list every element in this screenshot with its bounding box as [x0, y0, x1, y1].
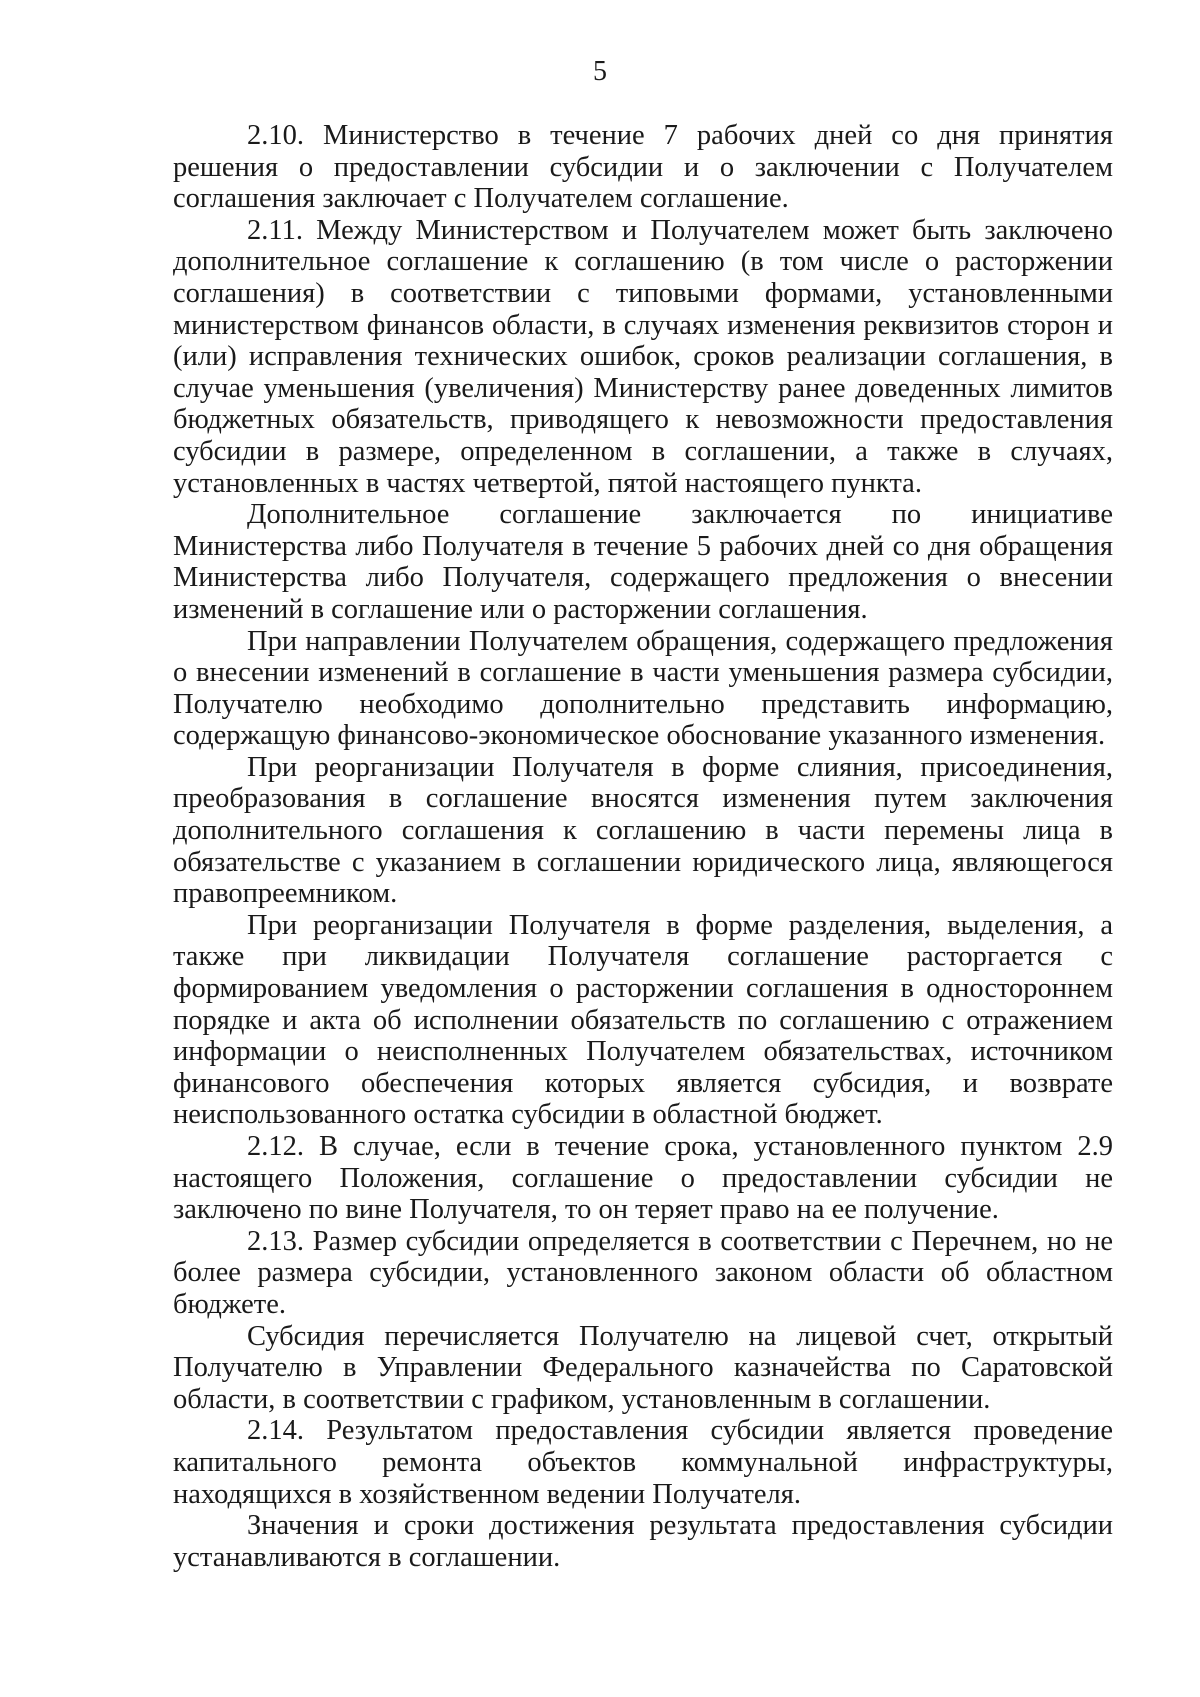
page-number: 5	[593, 56, 607, 87]
paragraph-additional-agreement: Дополнительное соглашение заключается по инициативе Министерства либо Получателя в течение 5 рабочих дней со дня обращения Министерства либо Получателя, содержащего предложения о внесении изменений в соглашение или о расторжении соглашения.	[173, 499, 1113, 625]
paragraph-2-13: 2.13. Размер субсидии определяется в соответствии с Перечнем, но не более размера субсидии, установленного законом области об областном бюджете.	[173, 1225, 1113, 1320]
document-body	[173, 120, 1113, 1573]
paragraph-2-10: 2.10. Министерство в течение 7 рабочих дней со дня принятия решения о предоставлении субсидии и о заключении с Получателем соглашения заключает с Получателем соглашение.	[173, 120, 1113, 215]
paragraph-change-request: При направлении Получателем обращения, содержащего предложения о внесении изменений в соглашение в части уменьшения размера субсидии, Получателю необходимо дополнительно представить информацию, содержащую финансово-экономическое обоснование указанного изменения.	[173, 625, 1113, 752]
paragraph-subsidy-transfer: Субсидия перечисляется Получателю на лицевой счет, открытый Получателю в Управлении Федерального казначейства по Саратовской области, в соответствии с графиком, установленным в соглашении.	[173, 1320, 1113, 1415]
paragraph-reorganization-division: При реорганизации Получателя в форме разделения, выделения, а также при ликвидации Получателя соглашение расторгается с формированием уведомления о расторжении соглашения в одностороннем порядке и акта об исполнении обязательств по соглашению с отражением информации о неисполненных Получателем обязательствах, источником финансового обеспечения которых является субсидия, и возврате неиспользованного остатка субсидии в областной бюджет.	[173, 909, 1113, 1131]
paragraph-result-values: Значения и сроки достижения результата предоставления субсидии устанавливаются в соглашении.	[173, 1510, 1113, 1573]
paragraph-2-12: 2.12. В случае, если в течение срока, установленного пунктом 2.9 настоящего Положения, соглашение о предоставлении субсидии не заключено по вине Получателя, то он теряет право на ее получение.	[173, 1131, 1113, 1226]
paragraph-reorganization-merger: При реорганизации Получателя в форме слияния, присоединения, преобразования в соглашение вносятся изменения путем заключения дополнительного соглашения к соглашению в части перемены лица в обязательстве с указанием в соглашении юридического лица, являющегося правопреемником.	[173, 751, 1113, 910]
paragraph-2-11: 2.11. Между Министерством и Получателем может быть заключено дополнительное соглашение к соглашению (в том числе о расторжении соглашения) в соответствии с типовыми формами, установленными министерством финансов области, в случаях изменения реквизитов сторон и (или) исправления технических ошибок, сроков реализации соглашения, в случае уменьшения (увеличения) Министерству ранее доведенных лимитов бюджетных обязательств, приводящего к невозможности предоставления субсидии в размере, определенном в соглашении, а также в случаях, установленных в частях четвертой, пятой настоящего пункта.	[173, 214, 1113, 499]
paragraph-2-14: 2.14. Результатом предоставления субсидии является проведение капитального ремонта объектов коммунальной инфраструктуры, находящихся в хозяйственном ведении Получателя.	[173, 1415, 1113, 1510]
